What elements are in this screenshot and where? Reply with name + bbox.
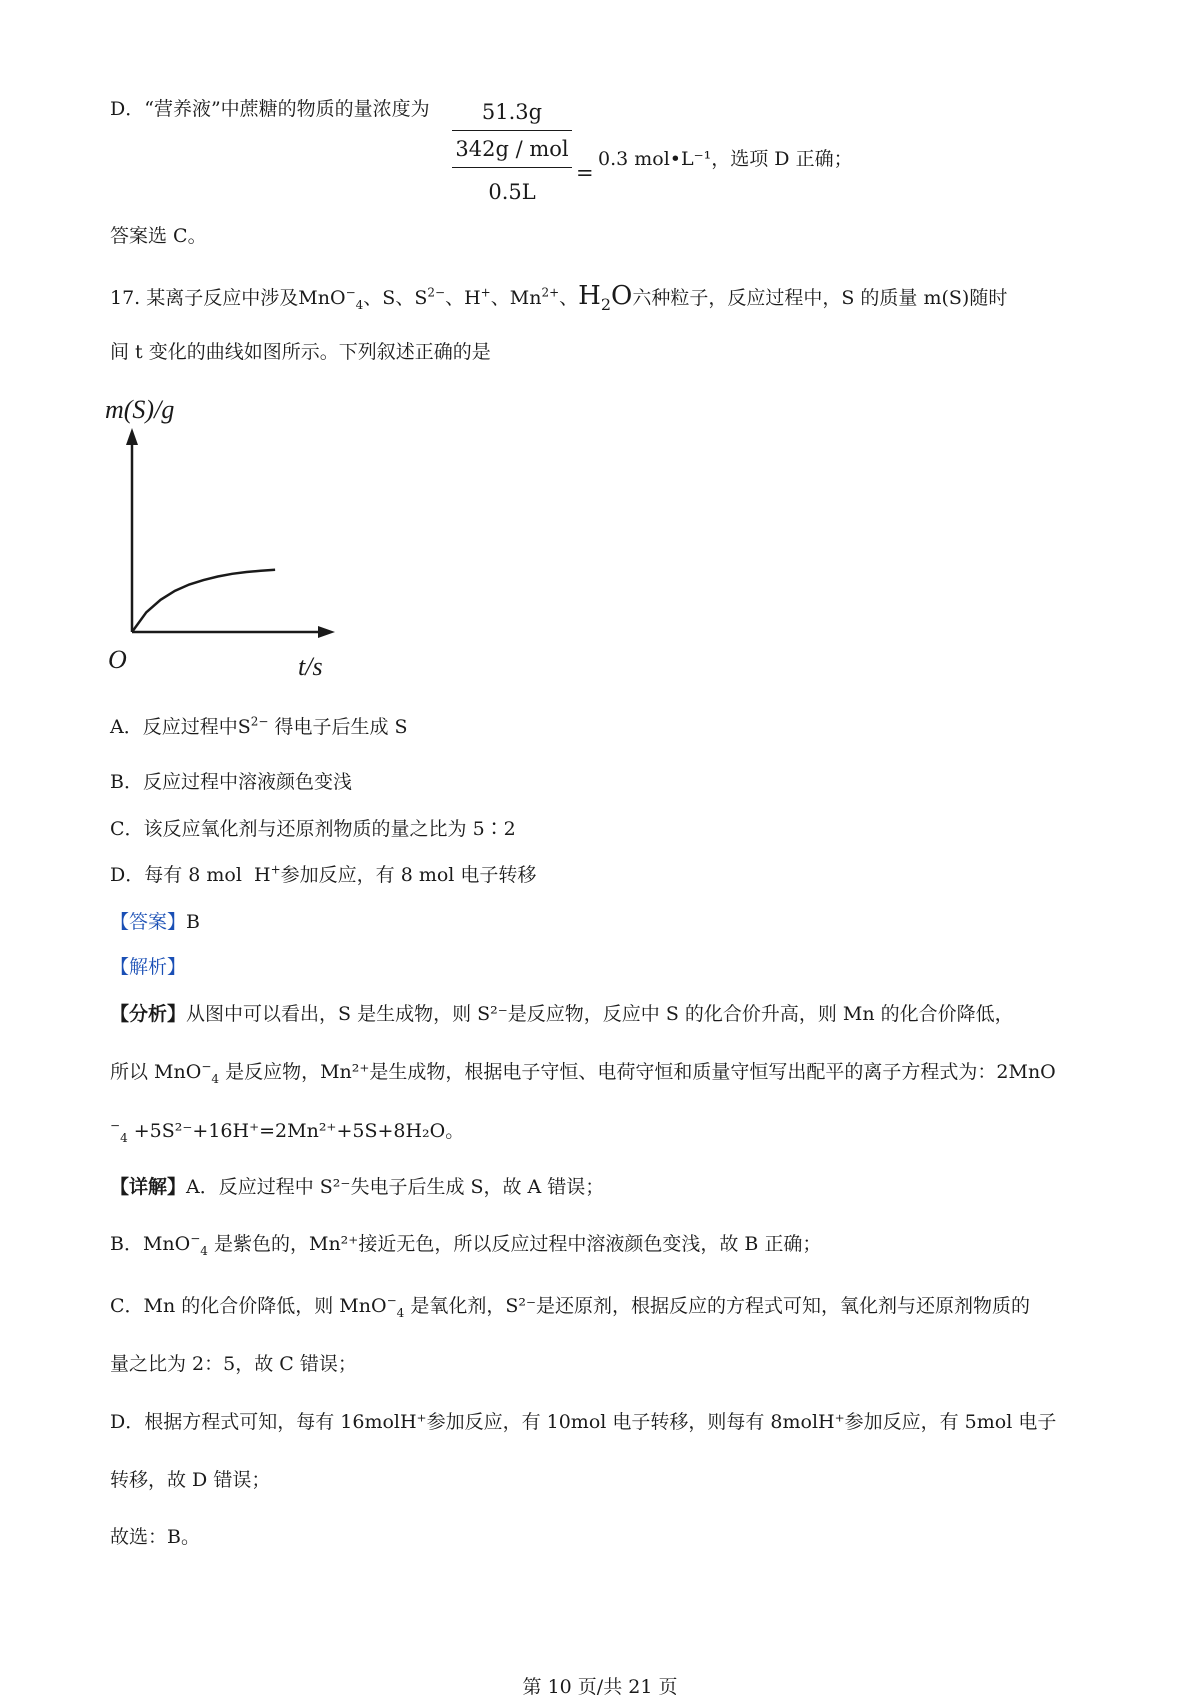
option-a: A．反应过程中$S^{2-}$ 得电子后生成 S	[110, 714, 408, 738]
chart-x-arrow	[318, 626, 335, 638]
option-d: D．每有 8 mol H+参加反应，有 8 mol 电子转移	[110, 862, 537, 886]
concentration-fraction	[452, 100, 572, 204]
fenxi-line2: 所以 MnO−$_4$ 是反应物，Mn²⁺是生成物，根据电子守恒、电荷守恒和质量守恒写出配平的离子方程式为：2MnO	[110, 1059, 1056, 1086]
molecule-h2o: $H_2O$	[578, 281, 633, 315]
answer-value: B	[186, 911, 200, 933]
fraction-mid: 342g / mol	[452, 130, 572, 167]
chart-y-arrow	[126, 428, 138, 445]
fraction-equals: =	[576, 161, 594, 185]
question-17-stem-line2: 间 t 变化的曲线如图所示。下列叙述正确的是	[110, 341, 491, 363]
xiangjie-d-line1: D．根据方程式可知，每有 16molH⁺参加反应，有 10mol 电子转移，则每有 8molH⁺参加反应，有 5mol 电子	[110, 1411, 1057, 1433]
conclusion: 故选：B。	[110, 1526, 200, 1548]
fenxi-line3: −$_4$ +5S²⁻+16H⁺=2Mn²⁺+5S+8H₂O。	[110, 1118, 465, 1145]
chart-ylabel: m(S)/g	[105, 395, 175, 424]
answer-label: 【答案】	[110, 911, 187, 933]
previous-answer: 答案选 C。	[110, 225, 207, 247]
ion-h: H+	[464, 285, 491, 309]
ion-s2: $S^{2-}$	[414, 285, 446, 309]
answer-line	[110, 913, 200, 932]
mass-time-chart	[100, 390, 360, 680]
question-17-stem-line1: 17. 某离子反应中涉及MnO−$_4$、S、$S^{2-}$、H+、$Mn^{2+}$、$H_2O$六种粒子，反应过程中，S 的质量 m(S)随时	[110, 281, 1008, 315]
section-d-line	[110, 100, 430, 119]
option-c: C．该反应氧化剂与还原剂物质的量之比为 5∶2	[110, 818, 516, 840]
ion-mn: $Mn^{2+}$	[509, 285, 560, 309]
fraction-top: 51.3g	[481, 100, 543, 124]
option-a-ion: $S^{2-}$	[237, 714, 269, 738]
xiangjie-d-line2: 转移，故 D 错误；	[110, 1469, 271, 1491]
ion-s: S	[382, 287, 396, 309]
chart-xlabel: t/s	[298, 652, 323, 680]
section-d-suffix: 0.3 mol•L⁻¹，选项 D 正确；	[598, 148, 853, 170]
section-d-prefix: D．“营养液”中蔗糖的物质的量浓度为	[110, 98, 430, 120]
ion-mno4: MnO−$_4$	[298, 285, 364, 312]
chart-series-line	[132, 570, 275, 632]
page-footer: 第 10 页/共 21 页	[522, 1676, 678, 1698]
chart-origin-label: O	[108, 645, 127, 674]
xiangjie-b: B．MnO−$_4$ 是紫色的，Mn²⁺接近无色，所以反应过程中溶液颜色变浅，故 B 正确；	[110, 1231, 822, 1258]
analysis-label: 【解析】	[110, 956, 187, 978]
xiangjie-c-line2: 量之比为 2：5，故 C 错误；	[110, 1353, 357, 1375]
xiangjie-a: 【详解】A．反应过程中 S²⁻失电子后生成 S，故 A 错误；	[110, 1176, 605, 1198]
fenxi-line1: 【分析】从图中可以看出，S 是生成物，则 S²⁻是反应物，反应中 S 的化合价升高，则 Mn 的化合价降低，	[110, 1003, 1014, 1025]
fraction-bottom: 0.5L	[452, 167, 572, 204]
xiangjie-c-line1: C．Mn 的化合价降低，则 MnO−$_4$ 是氧化剂，S²⁻是还原剂，根据反应的方程式可知，氧化剂与还原剂物质的	[110, 1293, 1030, 1320]
option-b: B．反应过程中溶液颜色变浅	[110, 771, 352, 793]
option-d-ion: H+	[254, 862, 281, 886]
